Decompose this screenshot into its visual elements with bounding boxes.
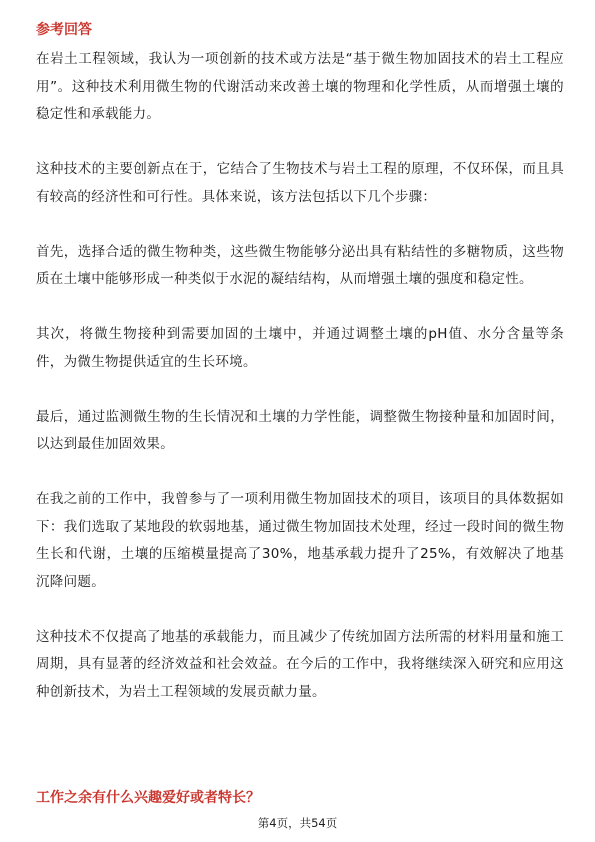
paragraph-conclusion: 这种技术不仅提高了地基的承载能力，而且减少了传统加固方法所需的材料用量和施工周期，具有显著的经济效益和社会效益。在今后的工作中，我将继续深入研究和应用这种创新技术，为岩土工程领域的发展贡献力量。: [36, 628, 564, 700]
page-number-footer: 第4页，共54页: [257, 816, 338, 830]
paragraph-intro: 在岩土工程领域，我认为一项创新的技术或方法是“基于微生物加固技术的岩土工程应用”。这种技术利用微生物的代谢活动来改善土壤的物理和化学性质，从而增强土壤的稳定性和承载能力。: [36, 51, 564, 122]
paragraph-step-two: 其次，将微生物接种到需要加固的土壤中，并通过调整土壤的pH值、水分含量等条件，为微生物提供适宜的生长环境。: [36, 326, 564, 370]
paragraph-step-one: 首先，选择合适的微生物种类，这些微生物能够分泌出具有粘结性的多糖物质，这些物质在土壤中能够形成一种类似于水泥的凝结结构，从而增强土壤的强度和稳定性。: [36, 243, 564, 287]
next-question-heading: 工作之余有什么兴趣爱好或者特长？: [36, 790, 260, 806]
paragraph-project-data: 在我之前的工作中，我曾参与了一项利用微生物加固技术的项目，该项目的具体数据如下：我们选取了某地段的软弱地基，通过微生物加固技术处理，经过一段时间的微生物生长和代谢，土壤的压缩模量提高了30%，地基承载力提升了25%，有效解决了地基沉降问题。: [36, 491, 564, 590]
paragraph-step-three: 最后，通过监测微生物的生长情况和土壤的力学性能，调整微生物接种量和加固时间，以达到最佳加固效果。: [36, 408, 564, 452]
answer-section: [36, 20, 564, 706]
answer-heading: 参考回答: [36, 22, 92, 38]
paragraph-innovation: 这种技术的主要创新点在于，它结合了生物技术与岩土工程的原理，不仅环保，而且具有较高的经济性和可行性。具体来说，该方法包括以下几个步骤：: [36, 161, 564, 205]
